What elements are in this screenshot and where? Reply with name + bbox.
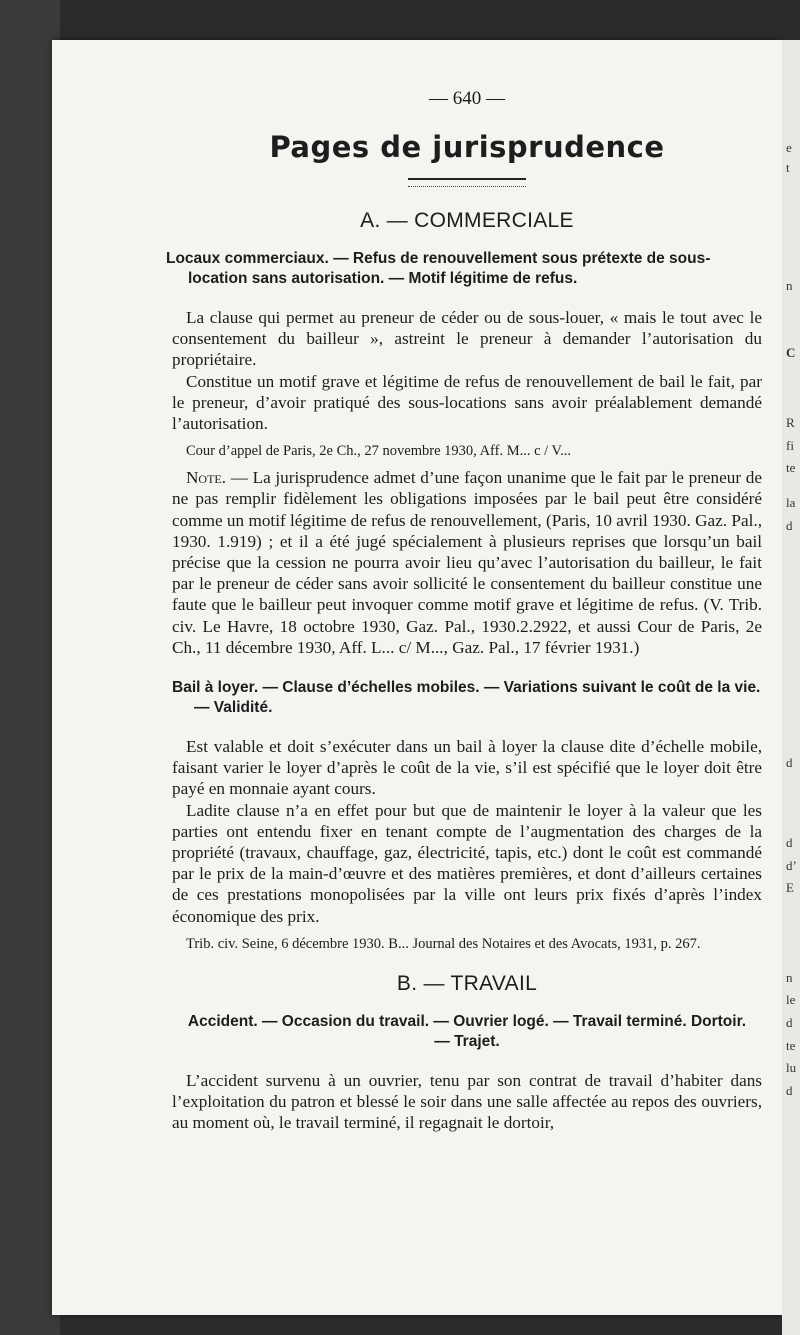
margin-fragment: d	[786, 518, 793, 533]
margin-fragment: d’	[786, 858, 797, 873]
margin-fragment: le	[786, 992, 796, 1007]
margin-fragment: te	[786, 460, 796, 475]
page-number: — 640 —	[429, 88, 505, 109]
note-label: Note.	[186, 468, 227, 488]
adjacent-page-edge	[782, 40, 800, 1335]
margin-fragment: E	[786, 880, 794, 895]
section-a-title: A. — COMMERCIALE	[360, 209, 574, 232]
margin-fragment: C	[786, 345, 796, 360]
margin-fragment: te	[786, 1038, 796, 1053]
section-b-title: B. — TRAVAIL	[396, 971, 538, 995]
case1-citation: Cour d’appel de Paris, 2e Ch., 27 novembre 1930, Aff. M... c / V...	[186, 443, 572, 460]
margin-fragment: e	[786, 140, 792, 155]
case1-paragraph: Constitue un motif grave et légitime de refus de renouvellement de bail le fait, par le preneur, d’avoir pratiqué des sous-locations sans avoir préalablement demandé l’autorisation.	[172, 371, 762, 434]
margin-fragment: d	[786, 755, 793, 770]
case2-citation: Trib. civ. Seine, 6 décembre 1930. B... Journal des Notaires et des Avocats, 1931, p. 267.	[186, 935, 701, 952]
case3-heading: Accident. — Occasion du travail. — Ouvrier logé. — Travail terminé. Dortoir. — Trajet.	[187, 1012, 747, 1050]
margin-fragment: n	[786, 970, 793, 985]
case3-paragraph: L’accident survenu à un ouvrier, tenu par son contrat de travail d’habiter dans l’exploitation du patron et blessé le soir dans une salle affectée au repos des ouvriers, au moment où, le travail terminé, il regagnait le dortoir,	[172, 1070, 762, 1133]
margin-fragment: lu	[786, 1060, 797, 1075]
page-title: Pages de jurisprudence	[269, 130, 665, 164]
case1-paragraph: La clause qui permet au preneur de céder ou de sous-louer, « mais le tout avec le consentement du bailleur », astreint le preneur à demander l’autorisation du propriétaire.	[172, 308, 762, 370]
margin-fragment: d	[786, 1015, 793, 1030]
title-rule	[408, 178, 526, 187]
margin-fragment: la	[786, 495, 796, 510]
margin-fragment: t	[786, 160, 790, 175]
scan-background	[0, 0, 60, 1335]
margin-fragment: R	[786, 415, 795, 430]
case2-paragraph: Ladite clause n’a en effet pour but que de maintenir le loyer à la valeur que les parties ont entendu fixer en tenant compte de l’augmentation des charges de la propriété (travaux, chauffage, gaz, électricité, tapis, etc.) dont le coût est commandé par le prix de la main-d’œuvre et des matières premières, et dont d’ailleurs certaines de ces prestations monopolisées par la ville ont leurs prix fixés d’après l’index économique des prix.	[172, 800, 762, 926]
article-column	[166, 88, 762, 1133]
note-text: — La jurisprudence admet d’une façon unanime que le fait par le preneur de ne pas remplir fidèlement les obligations imposées par le bail peut être considéré comme un motif légitime de refus de renouvellement, (Paris, 10 avril 1930. Gaz. Pal., 1930. 1.919) ; et il a été jugé spécialement à plusieurs reprises que lorsqu’un bail précise que la cession ne pourra avoir lieu qu’avec l’autorisation du bailleur, le fait par le preneur de céder sans avoir sollicité le consentement du bailleur constitue une faute que le bailleur peut invoquer comme motif grave et légitime de refus. (V. Trib. civ. Le Havre, 18 octobre 1930, Gaz. Pal., 1930.2.2922, et aussi Cour de Paris, 2e Ch., 11 décembre 1930, Aff. L... c/ M..., Gaz. Pal., 17 février 1931.)	[172, 468, 762, 657]
margin-fragment: d	[786, 835, 793, 850]
case1-note	[172, 467, 762, 658]
margin-fragment: n	[786, 278, 793, 293]
case2-paragraph: Est valable et doit s’exécuter dans un bail à loyer la clause dite d’échelle mobile, faisant varier le loyer d’après le coût de la vie, s’il est spécifié que le loyer doit être payé en monnaie ayant cours.	[172, 737, 762, 799]
case2-heading: Bail à loyer. — Clause d’échelles mobiles. — Variations suivant le coût de la vie. — Validité.	[172, 679, 761, 717]
margin-fragment: fi	[786, 438, 794, 453]
case1-heading: Locaux commerciaux. — Refus de renouvellement sous prétexte de sous-location sans autorisation. — Motif légitime de refus.	[166, 250, 711, 287]
margin-fragment: d	[786, 1083, 793, 1098]
